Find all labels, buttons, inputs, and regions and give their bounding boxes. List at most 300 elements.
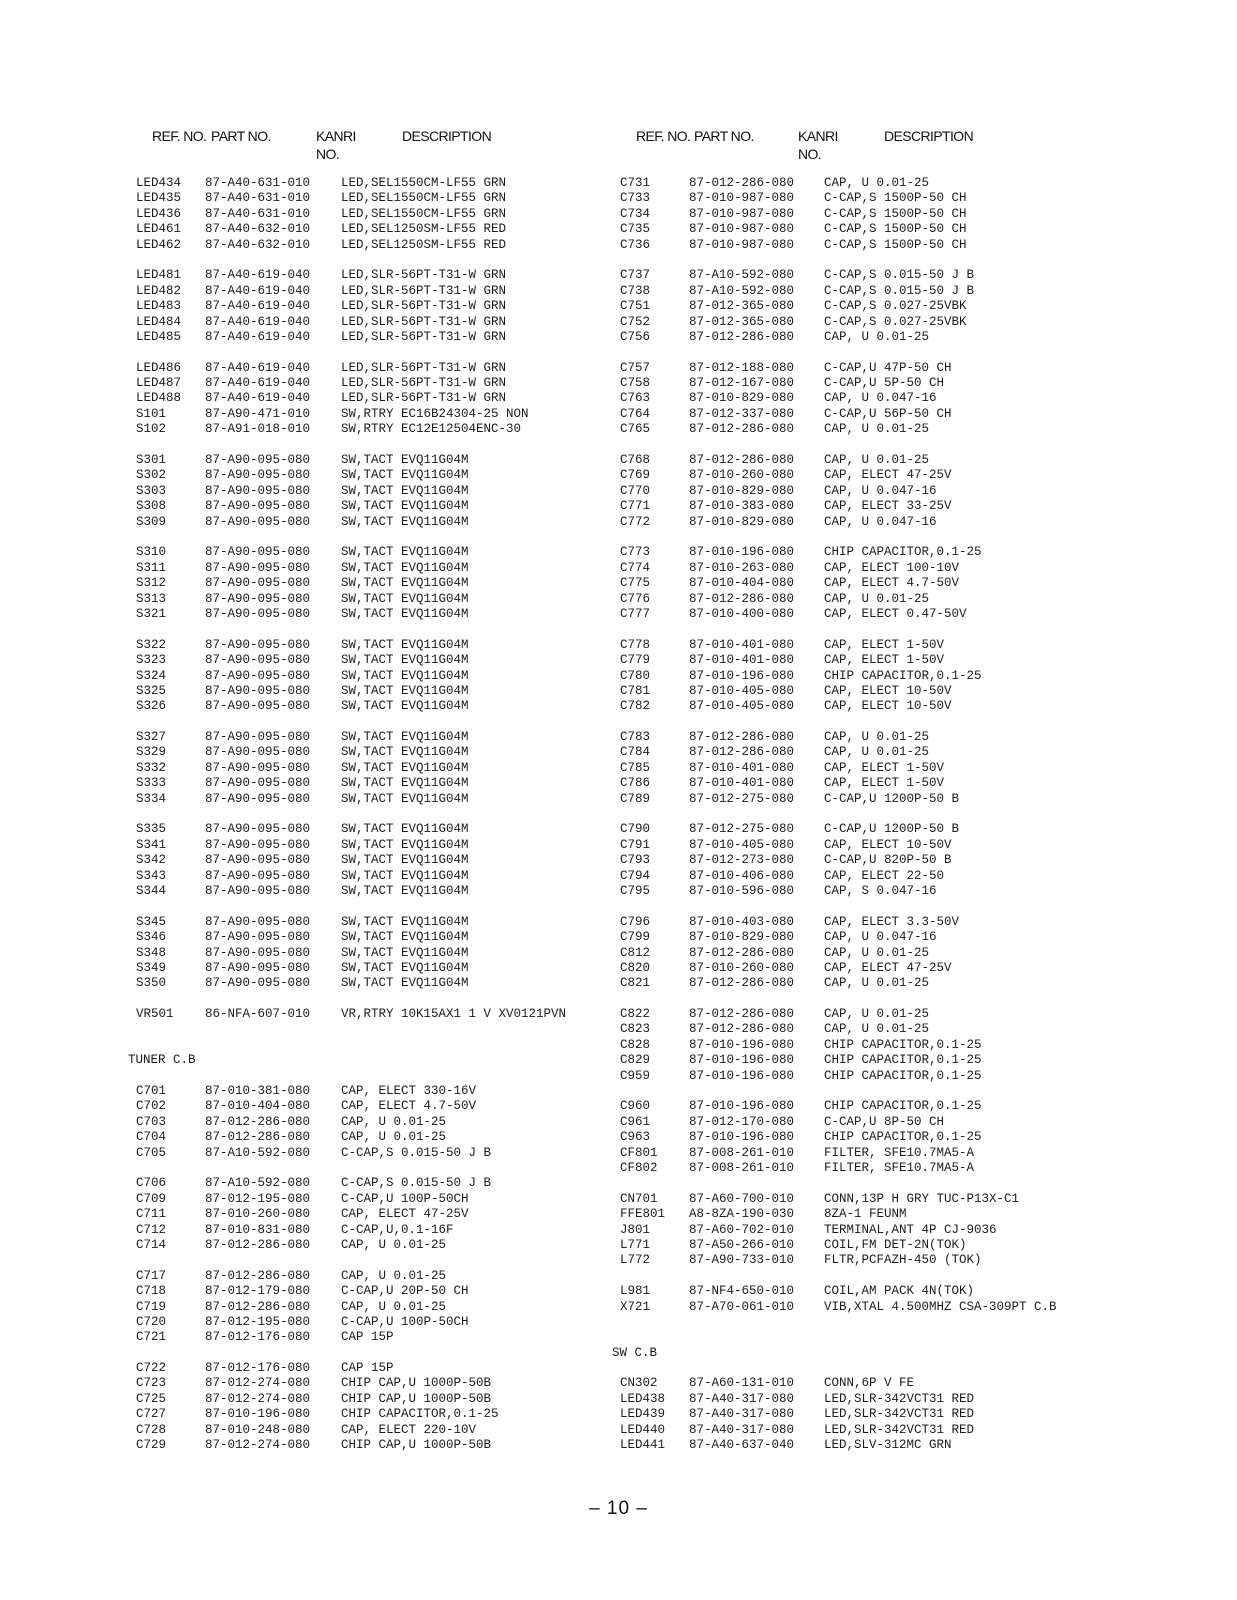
description-cell: SW,TACT EVQ11G04M bbox=[341, 791, 469, 806]
description-cell: SW,TACT EVQ11G04M bbox=[341, 853, 469, 868]
part-row bbox=[612, 1022, 1112, 1037]
ref-no-cell: C822 bbox=[620, 1007, 651, 1022]
part-no-cell: 87-008-261-010 bbox=[689, 1161, 795, 1175]
part-row bbox=[612, 761, 1112, 776]
part-row bbox=[128, 822, 598, 837]
part-no-cell: 87-010-401-080 bbox=[689, 760, 795, 775]
ref-no-cell: J801 bbox=[620, 1222, 651, 1237]
part-no-cell: 87-010-383-080 bbox=[689, 499, 795, 514]
part-row bbox=[612, 961, 1112, 976]
part-row bbox=[128, 361, 598, 376]
part-row bbox=[612, 391, 1112, 406]
part-no-cell: 87-A40-631-010 bbox=[205, 191, 311, 206]
ref-no-cell: C785 bbox=[620, 760, 651, 775]
part-no-cell: 87-A90-095-080 bbox=[205, 791, 311, 806]
part-no-cell: 87-A60-702-010 bbox=[689, 1222, 795, 1237]
ref-no-cell: S311 bbox=[136, 560, 167, 575]
part-row bbox=[612, 730, 1112, 745]
description-cell: C-CAP,S 1500P-50 CH bbox=[824, 206, 967, 221]
ref-no-cell: LED441 bbox=[620, 1438, 666, 1453]
description-cell: CAP, U 0.01-25 bbox=[824, 945, 930, 960]
ref-no-cell: C702 bbox=[136, 1099, 167, 1114]
description-cell: C-CAP,U 20P-50 CH bbox=[341, 1284, 469, 1299]
row-spacer bbox=[128, 438, 598, 453]
row-spacer bbox=[612, 1269, 1112, 1284]
ref-no-cell: S301 bbox=[136, 453, 167, 468]
ref-no-cell: S343 bbox=[136, 868, 167, 883]
description-cell: CAP, ELECT 10-50V bbox=[824, 699, 952, 714]
part-row bbox=[612, 1423, 1112, 1438]
part-row bbox=[612, 946, 1112, 961]
part-row bbox=[612, 1007, 1112, 1022]
part-row bbox=[612, 1253, 1112, 1268]
part-no-cell: 87-A90-095-080 bbox=[205, 591, 311, 606]
part-row bbox=[128, 515, 598, 530]
description-cell: LED,SLR-56PT-T31-W GRN bbox=[341, 391, 507, 406]
section-heading bbox=[128, 1053, 598, 1068]
part-row bbox=[128, 484, 598, 499]
description-cell: CAP, ELECT 220-10V bbox=[341, 1422, 477, 1437]
part-row bbox=[612, 176, 1112, 191]
description-cell: CAP, ELECT 1-50V bbox=[824, 653, 945, 668]
description-cell: CHIP CAPACITOR,0.1-25 bbox=[824, 1037, 982, 1052]
row-spacer bbox=[128, 345, 598, 360]
ref-no-cell: LED483 bbox=[136, 299, 182, 314]
description-cell: CAP, ELECT 330-16V bbox=[341, 1084, 477, 1099]
part-row bbox=[612, 792, 1112, 807]
part-no-cell: 87-010-829-080 bbox=[689, 391, 795, 406]
part-no-cell: 87-A40-619-040 bbox=[205, 268, 311, 283]
section-title: TUNER C.B bbox=[128, 1053, 196, 1068]
ref-no-cell: LED439 bbox=[620, 1407, 666, 1422]
ref-no-cell: LED485 bbox=[136, 329, 182, 344]
ref-no-cell: S334 bbox=[136, 791, 167, 806]
part-no-cell: 87-012-286-080 bbox=[205, 1268, 311, 1283]
description-cell: LED,SLR-342VCT31 RED bbox=[824, 1422, 975, 1437]
description-cell: LED,SLR-342VCT31 RED bbox=[824, 1407, 975, 1422]
description-cell: FLTR,PCFAZH-450 (TOK) bbox=[824, 1253, 982, 1268]
part-row bbox=[612, 776, 1112, 791]
ref-no-cell: C796 bbox=[620, 914, 651, 929]
part-row bbox=[612, 699, 1112, 714]
ref-no-cell: S345 bbox=[136, 914, 167, 929]
ref-no-cell: LED435 bbox=[136, 191, 182, 206]
description-cell: C-CAP,U 56P-50 CH bbox=[824, 406, 952, 421]
ref-no-cell: CF801 bbox=[620, 1145, 658, 1160]
part-row bbox=[612, 361, 1112, 376]
description-cell: SW,TACT EVQ11G04M bbox=[341, 468, 469, 483]
part-no-cell: 87-A40-619-040 bbox=[205, 376, 311, 391]
part-no-cell: 87-A40-631-010 bbox=[205, 176, 311, 190]
part-no-cell: 87-010-381-080 bbox=[205, 1084, 311, 1099]
ref-no-cell: C709 bbox=[136, 1191, 167, 1206]
part-no-cell: 87-A40-619-040 bbox=[205, 360, 311, 375]
description-cell: CAP, U 0.01-25 bbox=[341, 1130, 447, 1145]
description-cell: 8ZA-1 FEUNM bbox=[824, 1207, 907, 1222]
description-cell: C-CAP,U,0.1-16F bbox=[341, 1222, 454, 1237]
part-row bbox=[128, 561, 598, 576]
part-no-cell: 87-A40-317-080 bbox=[689, 1422, 795, 1437]
part-row bbox=[128, 376, 598, 391]
ref-no-cell: C751 bbox=[620, 299, 651, 314]
description-cell: CHIP CAPACITOR,0.1-25 bbox=[824, 1053, 982, 1068]
part-row bbox=[128, 776, 598, 791]
description-cell: LED,SLR-56PT-T31-W GRN bbox=[341, 268, 507, 283]
page-number: – 10 – bbox=[589, 1498, 648, 1519]
row-spacer bbox=[612, 1361, 1112, 1376]
row-spacer bbox=[612, 622, 1112, 637]
part-row bbox=[128, 1130, 598, 1145]
ref-no-cell: C738 bbox=[620, 283, 651, 298]
ref-no-cell: C963 bbox=[620, 1130, 651, 1145]
part-row bbox=[612, 207, 1112, 222]
part-no-cell: 87-A90-095-080 bbox=[205, 945, 311, 960]
part-no-cell: 87-A40-619-040 bbox=[205, 299, 311, 314]
description-cell: CAP, U 0.01-25 bbox=[341, 1299, 447, 1314]
ref-no-cell: C768 bbox=[620, 453, 651, 468]
part-no-cell: 87-010-405-080 bbox=[689, 683, 795, 698]
part-row bbox=[128, 453, 598, 468]
part-no-cell: 87-A90-095-080 bbox=[205, 637, 311, 652]
ref-no-cell: L981 bbox=[620, 1284, 651, 1299]
description-cell: C-CAP,S 0.027-25VBK bbox=[824, 299, 967, 314]
part-row bbox=[612, 330, 1112, 345]
part-row bbox=[128, 961, 598, 976]
ref-no-cell: S349 bbox=[136, 960, 167, 975]
part-row bbox=[128, 1269, 598, 1284]
part-row bbox=[128, 576, 598, 591]
part-no-cell: 87-012-286-080 bbox=[689, 329, 795, 344]
row-spacer bbox=[128, 715, 598, 730]
ref-no-cell: C718 bbox=[136, 1284, 167, 1299]
part-row bbox=[128, 1392, 598, 1407]
ref-no-cell: S102 bbox=[136, 422, 167, 437]
part-no-cell: 87-012-167-080 bbox=[689, 376, 795, 391]
part-no-cell: 87-012-286-080 bbox=[689, 1007, 795, 1022]
ref-no-cell: C701 bbox=[136, 1084, 167, 1099]
description-cell: SW,TACT EVQ11G04M bbox=[341, 514, 469, 529]
part-row bbox=[612, 576, 1112, 591]
description-cell: CAP, U 0.01-25 bbox=[824, 730, 930, 745]
part-no-cell: 87-010-987-080 bbox=[689, 222, 795, 237]
description-cell: LED,SEL1550CM-LF55 GRN bbox=[341, 206, 507, 221]
part-row bbox=[128, 730, 598, 745]
description-cell: CAP, U 0.01-25 bbox=[341, 1114, 447, 1129]
part-row bbox=[612, 545, 1112, 560]
part-no-cell: 87-012-286-080 bbox=[205, 1114, 311, 1129]
description-cell: SW,TACT EVQ11G04M bbox=[341, 868, 469, 883]
description-cell: CAP, ELECT 33-25V bbox=[824, 499, 952, 514]
part-row bbox=[128, 1146, 598, 1161]
part-no-cell: 87-012-286-080 bbox=[689, 176, 795, 190]
part-no-cell: 87-010-196-080 bbox=[689, 545, 795, 560]
row-spacer bbox=[128, 992, 598, 1007]
part-row bbox=[128, 299, 598, 314]
part-no-cell: 87-NF4-650-010 bbox=[689, 1284, 795, 1299]
ref-no-cell: CN302 bbox=[620, 1376, 658, 1391]
part-no-cell: 87-012-179-080 bbox=[205, 1284, 311, 1299]
description-cell: CAP, U 0.01-25 bbox=[824, 329, 930, 344]
part-no-cell: 87-A90-095-080 bbox=[205, 853, 311, 868]
ref-no-cell: C794 bbox=[620, 868, 651, 883]
description-cell: SW,TACT EVQ11G04M bbox=[341, 837, 469, 852]
part-row bbox=[128, 422, 598, 437]
ref-no-cell: C823 bbox=[620, 1022, 651, 1037]
description-cell: LED,SLV-312MC GRN bbox=[824, 1438, 952, 1453]
row-spacer bbox=[128, 1346, 598, 1361]
description-cell: CAP, ELECT 1-50V bbox=[824, 760, 945, 775]
ref-no-cell: C778 bbox=[620, 637, 651, 652]
description-cell: CAP, U 0.01-25 bbox=[824, 976, 930, 991]
description-cell: CAP, ELECT 1-50V bbox=[824, 776, 945, 791]
row-spacer bbox=[128, 1022, 598, 1037]
description-cell: SW,TACT EVQ11G04M bbox=[341, 545, 469, 560]
description-cell: SW,TACT EVQ11G04M bbox=[341, 883, 469, 898]
description-cell: FILTER, SFE10.7MA5-A bbox=[824, 1161, 975, 1175]
part-no-cell: 87-012-365-080 bbox=[689, 314, 795, 329]
ref-no-cell: C719 bbox=[136, 1299, 167, 1314]
ref-no-cell: S309 bbox=[136, 514, 167, 529]
part-row bbox=[128, 315, 598, 330]
description-cell: CAP, S 0.047-16 bbox=[824, 883, 937, 898]
part-row bbox=[612, 638, 1112, 653]
description-cell: SW,TACT EVQ11G04M bbox=[341, 960, 469, 975]
part-no-cell: 87-A90-095-080 bbox=[205, 668, 311, 683]
part-no-cell: 87-010-403-080 bbox=[689, 914, 795, 929]
description-cell: SW,TACT EVQ11G04M bbox=[341, 730, 469, 745]
part-no-cell: 87-010-405-080 bbox=[689, 837, 795, 852]
description-cell: CAP, U 0.01-25 bbox=[341, 1237, 447, 1252]
part-no-cell: 87-012-274-080 bbox=[205, 1438, 311, 1453]
ref-no-cell: C721 bbox=[136, 1330, 167, 1345]
part-row bbox=[128, 191, 598, 206]
description-cell: CAP 15P bbox=[341, 1361, 394, 1376]
ref-no-cell: S310 bbox=[136, 545, 167, 560]
row-spacer bbox=[128, 1253, 598, 1268]
part-no-cell: 87-A90-095-080 bbox=[205, 868, 311, 883]
description-cell: CHIP CAP,U 1000P-50B bbox=[341, 1438, 492, 1453]
ref-no-cell: C734 bbox=[620, 206, 651, 221]
ref-no-cell: C960 bbox=[620, 1099, 651, 1114]
ref-no-cell: LED487 bbox=[136, 376, 182, 391]
part-no-cell: 87-010-260-080 bbox=[689, 468, 795, 483]
description-cell: LED,SLR-56PT-T31-W GRN bbox=[341, 314, 507, 329]
part-no-cell: 87-A90-095-080 bbox=[205, 730, 311, 745]
part-row bbox=[612, 1146, 1112, 1161]
ref-no-cell: C790 bbox=[620, 822, 651, 837]
part-row bbox=[128, 761, 598, 776]
part-row bbox=[128, 207, 598, 222]
ref-no-cell: LED484 bbox=[136, 314, 182, 329]
ref-no-cell: C786 bbox=[620, 776, 651, 791]
part-no-cell: 87-010-401-080 bbox=[689, 637, 795, 652]
header-description: DESCRIPTION bbox=[402, 128, 492, 144]
part-row bbox=[128, 607, 598, 622]
ref-no-cell: C769 bbox=[620, 468, 651, 483]
ref-no-cell: C757 bbox=[620, 360, 651, 375]
ref-no-cell: C717 bbox=[136, 1268, 167, 1283]
description-cell: LED,SEL1550CM-LF55 GRN bbox=[341, 191, 507, 206]
description-cell: CAP, ELECT 100-10V bbox=[824, 560, 960, 575]
part-no-cell: 87-A10-592-080 bbox=[205, 1176, 311, 1191]
part-row bbox=[612, 1376, 1112, 1391]
part-no-cell: 87-A90-095-080 bbox=[205, 822, 311, 837]
ref-no-cell: C720 bbox=[136, 1314, 167, 1329]
part-row bbox=[612, 684, 1112, 699]
ref-no-cell: C791 bbox=[620, 837, 651, 852]
row-spacer bbox=[612, 1176, 1112, 1191]
part-no-cell: 87-A90-095-080 bbox=[205, 699, 311, 714]
header-kanri: KANRI bbox=[316, 128, 356, 144]
part-no-cell: 87-010-596-080 bbox=[689, 883, 795, 898]
part-row bbox=[128, 915, 598, 930]
ref-no-cell: S322 bbox=[136, 637, 167, 652]
part-row bbox=[128, 976, 598, 991]
part-no-cell: 87-A40-619-040 bbox=[205, 283, 311, 298]
description-cell: C-CAP,S 0.015-50 J B bbox=[824, 283, 975, 298]
part-row bbox=[612, 1115, 1112, 1130]
ref-no-cell: LED461 bbox=[136, 222, 182, 237]
part-row bbox=[612, 1392, 1112, 1407]
part-row bbox=[128, 1300, 598, 1315]
part-row bbox=[612, 1130, 1112, 1145]
row-spacer bbox=[612, 715, 1112, 730]
row-spacer bbox=[612, 992, 1112, 1007]
part-no-cell: 87-A90-095-080 bbox=[205, 837, 311, 852]
description-cell: CAP, U 0.01-25 bbox=[824, 1022, 930, 1037]
ref-no-cell: L772 bbox=[620, 1253, 651, 1268]
part-row bbox=[612, 1407, 1112, 1422]
part-row bbox=[128, 545, 598, 560]
ref-no-cell: C780 bbox=[620, 668, 651, 683]
description-cell: SW,RTRY EC16B24304-25 NON bbox=[341, 406, 529, 421]
part-no-cell: 87-A90-095-080 bbox=[205, 745, 311, 760]
ref-no-cell: S327 bbox=[136, 730, 167, 745]
part-row bbox=[612, 838, 1112, 853]
description-cell: FILTER, SFE10.7MA5-A bbox=[824, 1145, 975, 1160]
part-no-cell: 87-012-275-080 bbox=[689, 822, 795, 837]
ref-no-cell: C765 bbox=[620, 422, 651, 437]
description-cell: SW,TACT EVQ11G04M bbox=[341, 668, 469, 683]
description-cell: CAP, U 0.047-16 bbox=[824, 391, 937, 406]
part-row bbox=[612, 468, 1112, 483]
part-no-cell: 87-A40-632-010 bbox=[205, 237, 311, 252]
part-row bbox=[128, 684, 598, 699]
ref-no-cell: C714 bbox=[136, 1237, 167, 1252]
description-cell: LED,SLR-56PT-T31-W GRN bbox=[341, 376, 507, 391]
part-row bbox=[128, 1361, 598, 1376]
part-no-cell: 87-012-176-080 bbox=[205, 1330, 311, 1345]
part-no-cell: 87-012-365-080 bbox=[689, 299, 795, 314]
ref-no-cell: C731 bbox=[620, 176, 651, 190]
description-cell: CHIP CAPACITOR,0.1-25 bbox=[824, 1130, 982, 1145]
part-row bbox=[612, 422, 1112, 437]
description-cell: VR,RTRY 10K15AX1 1 V XV0121PVN bbox=[341, 1007, 567, 1022]
ref-no-cell: S313 bbox=[136, 591, 167, 606]
part-row bbox=[612, 745, 1112, 760]
part-row bbox=[612, 607, 1112, 622]
description-cell: CAP, ELECT 0.47-50V bbox=[824, 606, 967, 621]
description-cell: CAP, ELECT 4.7-50V bbox=[341, 1099, 477, 1114]
part-row bbox=[128, 1284, 598, 1299]
ref-no-cell: LED481 bbox=[136, 268, 182, 283]
description-cell: C-CAP,S 1500P-50 CH bbox=[824, 191, 967, 206]
ref-no-cell: LED438 bbox=[620, 1391, 666, 1406]
description-cell: C-CAP,S 0.027-25VBK bbox=[824, 314, 967, 329]
left-parts-column bbox=[128, 176, 598, 1453]
part-row bbox=[612, 376, 1112, 391]
description-cell: CHIP CAPACITOR,0.1-25 bbox=[824, 545, 982, 560]
part-row bbox=[128, 499, 598, 514]
part-no-cell: 87-010-196-080 bbox=[689, 1130, 795, 1145]
ref-no-cell: C758 bbox=[620, 376, 651, 391]
description-cell: CAP, U 0.01-25 bbox=[824, 745, 930, 760]
ref-no-cell: VR501 bbox=[136, 1007, 174, 1022]
part-row bbox=[612, 499, 1112, 514]
part-row bbox=[612, 1099, 1112, 1114]
ref-no-cell: S321 bbox=[136, 606, 167, 621]
part-no-cell: 86-NFA-607-010 bbox=[205, 1007, 311, 1022]
part-row bbox=[128, 699, 598, 714]
description-cell: CAP 15P bbox=[341, 1330, 394, 1345]
part-no-cell: 87-012-273-080 bbox=[689, 853, 795, 868]
part-no-cell: 87-A90-095-080 bbox=[205, 468, 311, 483]
description-cell: SW,TACT EVQ11G04M bbox=[341, 760, 469, 775]
ref-no-cell: C725 bbox=[136, 1391, 167, 1406]
part-no-cell: 87-010-196-080 bbox=[689, 668, 795, 683]
ref-no-cell: FFE801 bbox=[620, 1207, 666, 1222]
part-no-cell: 87-008-261-010 bbox=[689, 1145, 795, 1160]
part-no-cell: 87-A90-095-080 bbox=[205, 760, 311, 775]
description-cell: SW,TACT EVQ11G04M bbox=[341, 606, 469, 621]
part-no-cell: 87-010-260-080 bbox=[689, 960, 795, 975]
ref-no-cell: S326 bbox=[136, 699, 167, 714]
ref-no-cell: S348 bbox=[136, 945, 167, 960]
part-row bbox=[128, 176, 598, 191]
ref-no-cell: LED488 bbox=[136, 391, 182, 406]
ref-no-cell: S101 bbox=[136, 406, 167, 421]
part-row bbox=[612, 1192, 1112, 1207]
part-no-cell: 87-012-286-080 bbox=[689, 422, 795, 437]
part-row bbox=[128, 869, 598, 884]
part-no-cell: 87-012-286-080 bbox=[689, 745, 795, 760]
part-no-cell: 87-010-404-080 bbox=[689, 576, 795, 591]
ref-no-cell: C728 bbox=[136, 1422, 167, 1437]
part-row bbox=[612, 1207, 1112, 1222]
ref-no-cell: C775 bbox=[620, 576, 651, 591]
row-spacer bbox=[612, 899, 1112, 914]
ref-no-cell: CN701 bbox=[620, 1191, 658, 1206]
part-no-cell: 87-010-401-080 bbox=[689, 653, 795, 668]
description-cell: SW,TACT EVQ11G04M bbox=[341, 453, 469, 468]
part-no-cell: 87-A91-018-010 bbox=[205, 422, 311, 437]
ref-no-cell: C793 bbox=[620, 853, 651, 868]
part-row bbox=[128, 1007, 598, 1022]
part-row bbox=[128, 592, 598, 607]
part-no-cell: 87-012-286-080 bbox=[205, 1237, 311, 1252]
part-row bbox=[612, 1038, 1112, 1053]
ref-no-cell: C722 bbox=[136, 1361, 167, 1376]
description-cell: CAP, ELECT 10-50V bbox=[824, 837, 952, 852]
part-row bbox=[612, 515, 1112, 530]
description-cell: SW,TACT EVQ11G04M bbox=[341, 914, 469, 929]
description-cell: SW,TACT EVQ11G04M bbox=[341, 945, 469, 960]
ref-no-cell: C821 bbox=[620, 976, 651, 991]
part-row bbox=[128, 1223, 598, 1238]
row-spacer bbox=[612, 530, 1112, 545]
part-no-cell: 87-A10-592-080 bbox=[205, 1145, 311, 1160]
description-cell: SW,TACT EVQ11G04M bbox=[341, 745, 469, 760]
